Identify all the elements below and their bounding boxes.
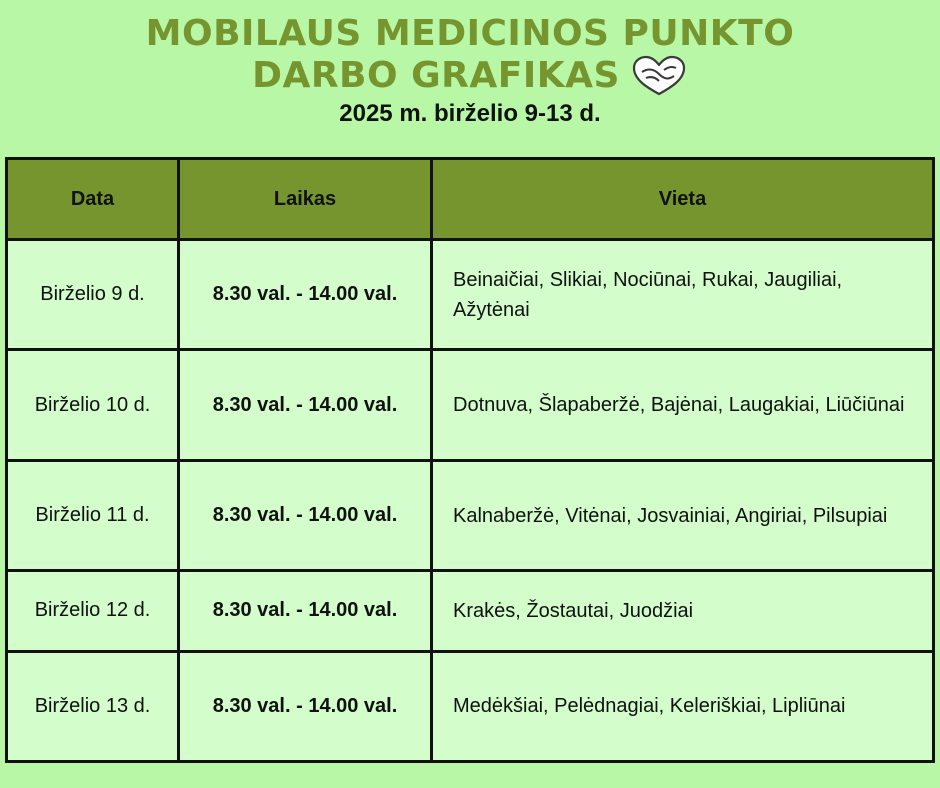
table-row <box>7 651 934 761</box>
places-cell: Krakės, Žostautai, Juodžiai <box>432 571 934 651</box>
header-date: Data <box>7 159 179 240</box>
time-cell: 8.30 val. - 14.00 val. <box>179 350 432 460</box>
date-cell: Birželio 11 d. <box>7 460 179 570</box>
date-cell: Birželio 13 d. <box>7 651 179 761</box>
date-cell: Birželio 12 d. <box>7 571 179 651</box>
time-cell: 8.30 val. - 14.00 val. <box>179 460 432 570</box>
time-cell: 8.30 val. - 14.00 val. <box>179 651 432 761</box>
places-cell: Medėkšiai, Pelėdnagiai, Keleriškiai, Lipliūnai <box>432 651 934 761</box>
header <box>0 14 940 128</box>
date-cell: Birželio 9 d. <box>7 240 179 350</box>
table-header-row <box>7 159 934 240</box>
places-cell: Kalnaberžė, Vitėnai, Josvainiai, Angiriai, Pilsupiai <box>432 460 934 570</box>
table-row <box>7 240 934 350</box>
page-title-line-1: MOBILAUS MEDICINOS PUNKTO <box>145 13 795 54</box>
time-cell: 8.30 val. - 14.00 val. <box>179 571 432 651</box>
table-row <box>7 350 934 460</box>
page-title-line-2-wrap <box>252 54 688 98</box>
header-place: Vieta <box>432 159 934 240</box>
schedule-table <box>5 157 935 763</box>
places-cell: Dotnuva, Šlapaberžė, Bajėnai, Laugakiai, Liūčiūnai <box>432 350 934 460</box>
time-cell: 8.30 val. - 14.00 val. <box>179 240 432 350</box>
heart-hands-icon <box>630 54 688 98</box>
table-row <box>7 460 934 570</box>
page-title-line-2: DARBO GRAFIKAS <box>252 55 620 96</box>
date-range-subtitle: 2025 m. birželio 9-13 d. <box>339 100 601 127</box>
table-row <box>7 571 934 651</box>
header-time: Laikas <box>179 159 432 240</box>
places-cell: Beinaičiai, Slikiai, Nociūnai, Rukai, Jaugiliai, Ažytėnai <box>432 240 934 350</box>
date-cell: Birželio 10 d. <box>7 350 179 460</box>
